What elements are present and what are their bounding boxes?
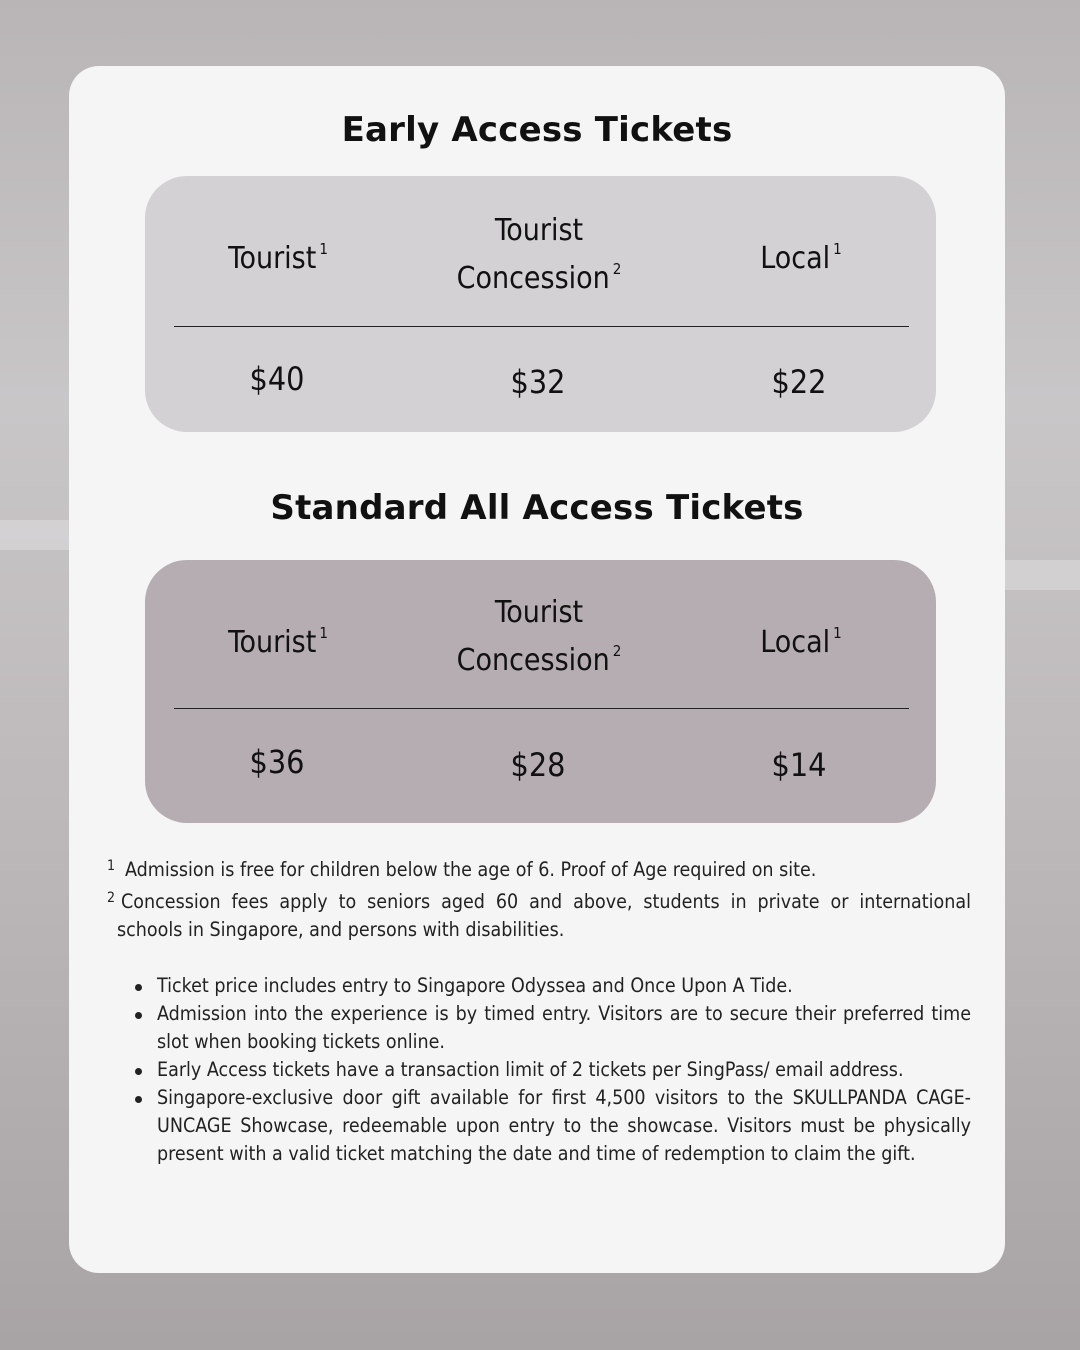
column-header-tourist-concession (457, 593, 622, 680)
column-label-line1: Tourist (494, 213, 584, 248)
list-item: Early Access tickets have a transaction limit of 2 tickets per SingPass/ email address. (157, 1056, 971, 1084)
ticket-terms-list (107, 972, 971, 1168)
column-header-local (760, 230, 841, 278)
column-header-tourist-concession (457, 211, 622, 298)
price-tourist-concession: $32 (510, 363, 566, 401)
price-tourist: $36 (249, 743, 305, 781)
footnote-marker: 1 (319, 240, 328, 258)
column-label-line2: Concession (456, 643, 610, 678)
column-label: Tourist (228, 241, 317, 276)
column-label-line1: Tourist (494, 595, 584, 630)
early-access-price-table (145, 176, 936, 432)
footnote-2 (107, 884, 971, 944)
column-label: Local (760, 241, 831, 276)
column-label: Tourist (228, 625, 317, 660)
table-divider (174, 326, 909, 327)
standard-access-price-table (145, 560, 936, 823)
background-building-image (0, 520, 70, 550)
price-local: $14 (771, 746, 827, 784)
price-tourist: $40 (249, 360, 305, 398)
column-header-tourist (228, 614, 328, 662)
column-label-line2: Concession (456, 261, 610, 296)
footnote-mark: 1 (107, 858, 116, 874)
list-item: Singapore-exclusive door gift available for first 4,500 visitors to the SKULLPANDA CAGE-UNCAGE Showcase, redeemable upon entry to the showcase. Visitors must be physically present with a valid ticket matching the date and time of redemption to claim the gift. (157, 1084, 971, 1168)
list-item: Ticket price includes entry to Singapore Odyssea and Once Upon A Tide. (157, 972, 971, 1000)
footnote-marker: 1 (319, 624, 328, 642)
price-local: $22 (771, 363, 827, 401)
column-header-tourist (228, 230, 328, 278)
footnote-marker: 1 (833, 624, 842, 642)
table-divider (174, 708, 909, 709)
footnote-marker: 2 (612, 642, 622, 660)
early-access-title: Early Access Tickets (341, 110, 733, 150)
background-building-detail (1005, 560, 1080, 590)
footnote-text: Concession fees apply to seniors aged 60 and above, students in private or international schools in Singapore, and persons with disabilities. (117, 890, 971, 941)
footnote-marker: 1 (833, 240, 842, 258)
footnote-marker: 2 (612, 260, 622, 278)
column-header-local (760, 614, 841, 662)
ticket-notes (107, 852, 971, 1168)
footnote-mark: 2 (107, 890, 116, 906)
footnote-text: Admission is free for children below the age of 6. Proof of Age required on site. (125, 858, 817, 881)
column-label: Local (760, 625, 831, 660)
price-tourist-concession: $28 (510, 746, 566, 784)
ticket-info-card (69, 66, 1005, 1273)
footnote-1 (107, 852, 971, 884)
standard-access-title: Standard All Access Tickets (270, 488, 804, 528)
list-item: Admission into the experience is by timed entry. Visitors are to secure their preferred time slot when booking tickets online. (157, 1000, 971, 1056)
